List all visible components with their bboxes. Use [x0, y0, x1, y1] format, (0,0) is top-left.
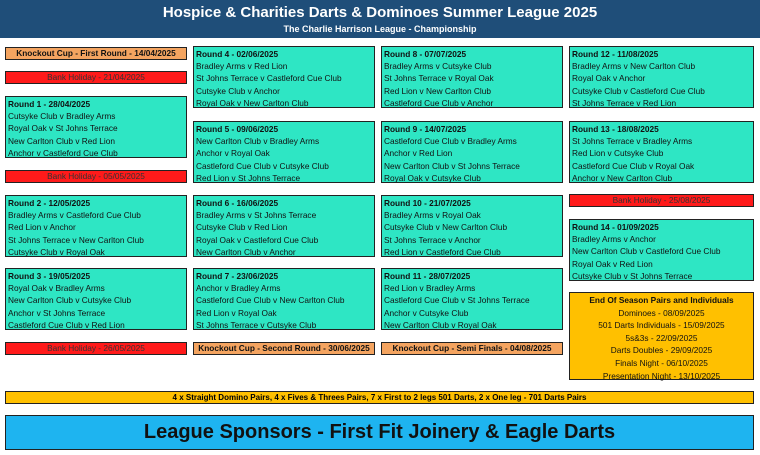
round-title: Round 2 - 12/05/2025 — [8, 198, 91, 208]
round-title: Round 4 - 02/06/2025 — [196, 49, 279, 59]
fixture: Castleford Cue Club v St Johns Terrace — [384, 295, 530, 306]
round-12-card — [569, 46, 754, 108]
fixture: Red Lion v Royal Oak — [196, 307, 277, 318]
fixture: St Johns Terrace v Royal Oak — [384, 73, 494, 84]
knockout-first-round: Knockout Cup - First Round - 14/04/2025 — [5, 47, 187, 60]
round-14-card — [569, 219, 754, 281]
fixture: Bradley Arms v St Johns Terrace — [196, 210, 317, 221]
round-title: Round 14 - 01/09/2025 — [572, 222, 659, 232]
fixture: New Carlton Club v Cutsyke Club — [8, 295, 132, 306]
fixture: Castleford Cue Club v Cutsyke Club — [196, 160, 329, 171]
fixture: Anchor v St Johns Terrace — [8, 307, 106, 318]
round-6-card — [193, 195, 375, 257]
fixture: Castleford Cue Club v Red Lion — [8, 319, 125, 330]
round-10-card — [381, 195, 563, 257]
season-event: Finals Night - 06/10/2025 — [615, 357, 708, 368]
fixture: Royal Oak v Bradley Arms — [8, 283, 105, 294]
fixture: St Johns Terrace v Castleford Cue Club — [196, 73, 342, 84]
fixture: Royal Oak v Cutsyke Club — [384, 172, 481, 183]
league-header — [0, 0, 760, 38]
knockout-semi-finals: Knockout Cup - Semi Finals - 04/08/2025 — [381, 342, 563, 355]
round-3-card — [5, 268, 187, 330]
fixture: Royal Oak v Castleford Cue Club — [196, 234, 319, 245]
round-7-card — [193, 268, 375, 330]
fixture: Cutsyke Club v Royal Oak — [8, 246, 105, 257]
fixture: New Carlton Club v Red Lion — [8, 135, 115, 146]
fixture: Red Lion v Castleford Cue Club — [384, 246, 501, 257]
season-event: Dominoes - 08/09/2025 — [618, 307, 705, 318]
round-title: Round 10 - 21/07/2025 — [384, 198, 471, 208]
round-title: Round 6 - 16/06/2025 — [196, 198, 279, 208]
sponsors-banner: League Sponsors - First Fit Joinery & Eagle Darts — [5, 415, 754, 450]
season-event: Darts Doubles - 29/09/2025 — [610, 345, 713, 356]
fixture: Castleford Cue Club v Bradley Arms — [384, 136, 517, 147]
round-title: Round 13 - 18/08/2025 — [572, 124, 659, 134]
round-title: Round 8 - 07/07/2025 — [384, 49, 467, 59]
round-title: Round 5 - 09/06/2025 — [196, 124, 279, 134]
fixture: Cutsyke Club v Red Lion — [196, 222, 288, 233]
fixture: New Carlton Club v Anchor — [196, 246, 296, 257]
fixture: Red Lion v Bradley Arms — [384, 283, 476, 294]
fixture: New Carlton Club v Bradley Arms — [196, 136, 320, 147]
round-9-card — [381, 121, 563, 183]
end-of-season-box — [569, 292, 754, 380]
fixture: St Johns Terrace v Bradley Arms — [572, 136, 693, 147]
fixture: Royal Oak v New Carlton Club — [196, 97, 309, 108]
fixture: Anchor v Royal Oak — [196, 148, 270, 159]
round-4-card — [193, 46, 375, 108]
league-title: Hospice & Charities Darts & Dominoes Summer League 2025 — [162, 4, 598, 21]
fixture: Red Lion v St Johns Terrace — [196, 172, 301, 183]
round-11-card — [381, 268, 563, 330]
fixture: Bradley Arms v Anchor — [572, 234, 656, 245]
season-event: 5s&3s - 22/09/2025 — [625, 332, 698, 343]
fixture: Anchor v Red Lion — [384, 148, 453, 159]
fixture: New Carlton Club v Royal Oak — [384, 319, 497, 330]
round-5-card — [193, 121, 375, 183]
bank-holiday-0526: Bank Holiday - 26/05/2025 — [5, 342, 187, 355]
round-title: Round 11 - 28/07/2025 — [384, 271, 471, 281]
round-title: Round 1 - 28/04/2025 — [8, 99, 91, 109]
fixture: Red Lion v New Carlton Club — [384, 85, 491, 96]
fixture: Red Lion v Cutsyke Club — [572, 148, 664, 159]
fixture: Anchor v Cutsyke Club — [384, 307, 469, 318]
fixture: Cutsyke Club v Anchor — [196, 85, 280, 96]
fixture: Castleford Cue Club v New Carlton Club — [196, 295, 345, 306]
fixture: St Johns Terrace v Anchor — [384, 234, 481, 245]
fixture: St Johns Terrace v New Carlton Club — [8, 234, 144, 245]
match-formats-bar: 4 x Straight Domino Pairs, 4 x Fives & Threes Pairs, 7 x First to 2 legs 501 Darts, 2 x One leg - 701 Darts Pairs — [5, 391, 754, 404]
fixture: New Carlton Club v Castleford Cue Club — [572, 246, 721, 257]
round-title: Round 3 - 19/05/2025 — [8, 271, 91, 281]
fixture: Bradley Arms v Royal Oak — [384, 210, 481, 221]
round-title: Round 7 - 23/06/2025 — [196, 271, 279, 281]
round-title: Round 9 - 14/07/2025 — [384, 124, 467, 134]
fixture: Anchor v Castleford Cue Club — [8, 147, 118, 158]
fixture: Cutsyke Club v New Carlton Club — [384, 222, 508, 233]
fixture: Cutsyke Club v Bradley Arms — [8, 111, 116, 122]
bank-holiday-0505: Bank Holiday - 05/05/2025 — [5, 170, 187, 183]
end-of-season-title: End Of Season Pairs and Individuals — [589, 295, 734, 305]
fixture: Anchor v Bradley Arms — [196, 283, 281, 294]
round-2-card — [5, 195, 187, 257]
fixture: Castleford Cue Club v Royal Oak — [572, 160, 695, 171]
bank-holiday-0421: Bank Holiday - 21/04/2025 — [5, 71, 187, 84]
fixture: Bradley Arms v Cutsyke Club — [384, 61, 492, 72]
round-title: Round 12 - 11/08/2025 — [572, 49, 659, 59]
fixture: Bradley Arms v New Carlton Club — [572, 61, 696, 72]
knockout-second-round: Knockout Cup - Second Round - 30/06/2025 — [193, 342, 375, 355]
fixture: Royal Oak v Anchor — [572, 73, 646, 84]
fixture: Castleford Cue Club v Anchor — [384, 97, 494, 108]
fixture: Bradley Arms v Castleford Cue Club — [8, 210, 141, 221]
fixture: Anchor v New Carlton Club — [572, 172, 673, 183]
season-event: Presentation Night - 13/10/2025 — [602, 370, 721, 381]
fixture: Bradley Arms v Red Lion — [196, 61, 288, 72]
round-8-card — [381, 46, 563, 108]
fixture: Royal Oak v St Johns Terrace — [8, 123, 118, 134]
fixture: New Carlton Club v St Johns Terrace — [384, 160, 520, 171]
league-subtitle: The Charlie Harrison League - Championship — [283, 24, 477, 34]
fixture: Red Lion v Anchor — [8, 222, 76, 233]
fixture: Cutsyke Club v Castleford Cue Club — [572, 85, 705, 96]
round-1-card — [5, 96, 187, 158]
fixture: St Johns Terrace v Cutsyke Club — [196, 319, 317, 330]
fixture: Cutsyke Club v St Johns Terrace — [572, 270, 693, 281]
season-event: 501 Darts Individuals - 15/09/2025 — [598, 320, 725, 331]
fixture: St Johns Terrace v Red Lion — [572, 97, 677, 108]
fixture: Royal Oak v Red Lion — [572, 258, 653, 269]
round-13-card — [569, 121, 754, 183]
bank-holiday-0825: Bank Holiday - 25/08/2025 — [569, 194, 754, 207]
